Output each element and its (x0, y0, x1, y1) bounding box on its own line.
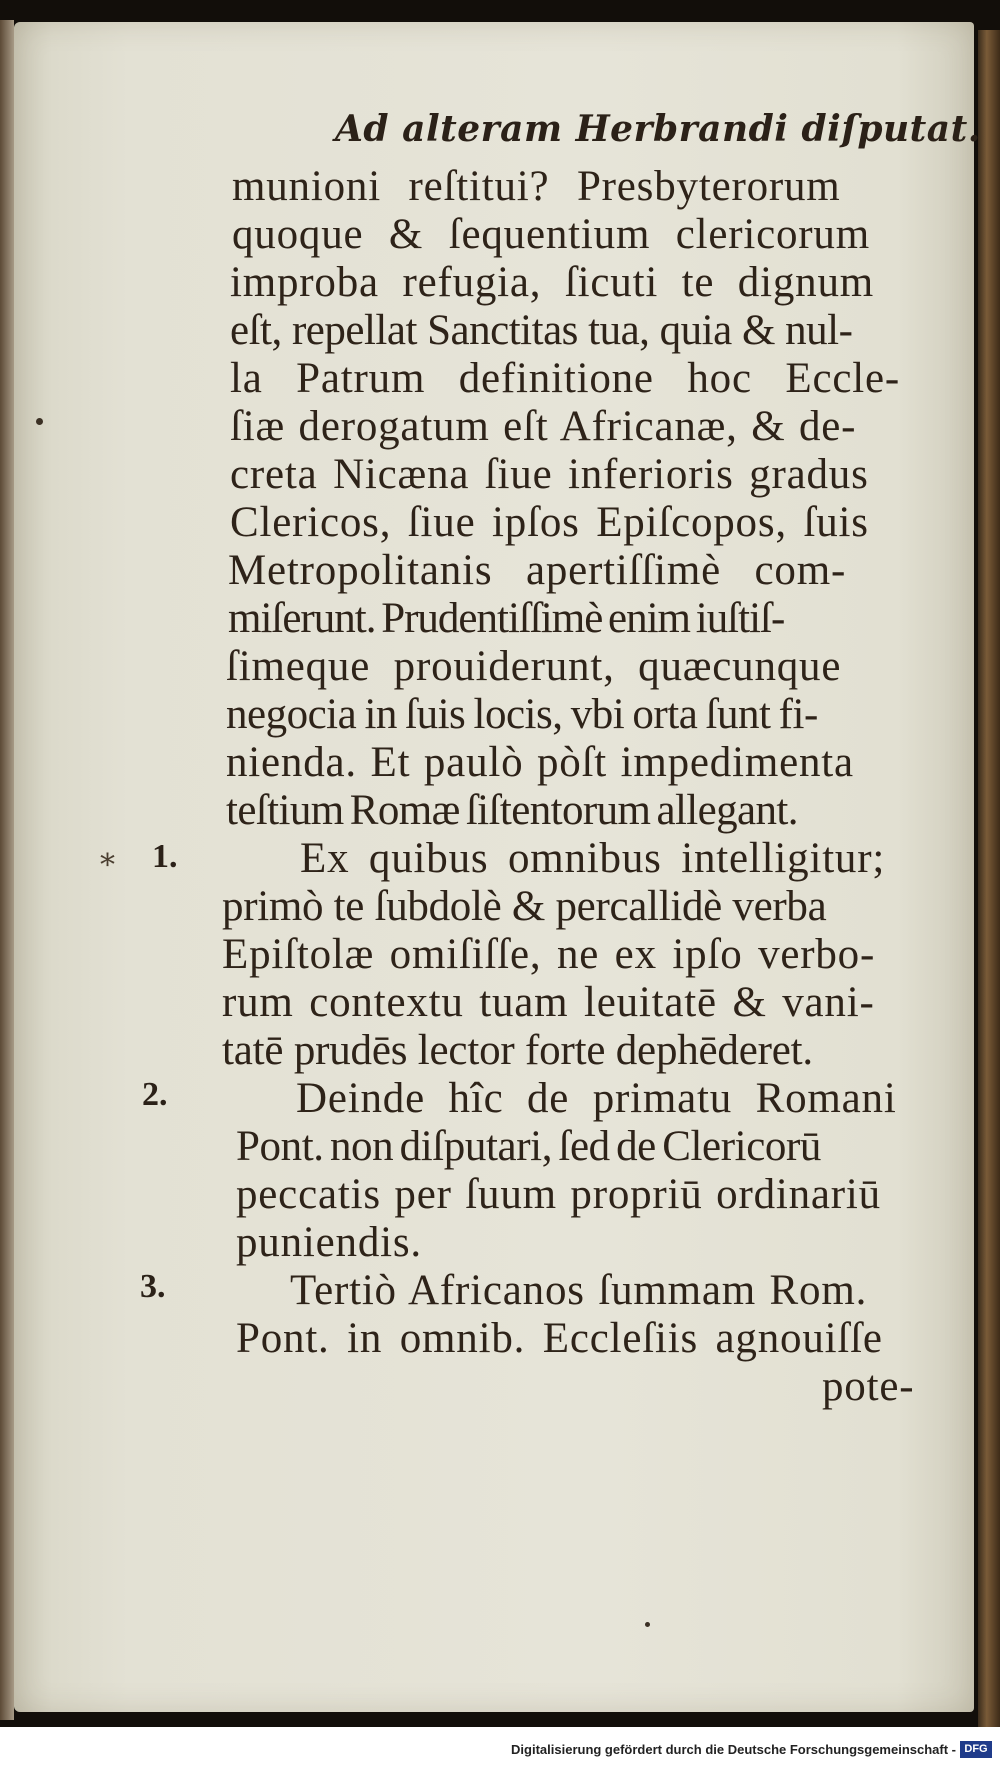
running-head: Ad alteram Herbrandi diſputat. (335, 108, 981, 150)
text-line: Ex quibus omnibus intelligitur; (300, 835, 886, 882)
text-line: Deinde hîc de primatu Romani (296, 1075, 897, 1122)
margin-number: 1. (152, 838, 178, 875)
text-line: quoque & ſequentium clericorum (232, 211, 870, 258)
text-line: improba refugia, ſicuti te dignum (230, 259, 875, 306)
text-line: peccatis per ſuum propriū ordinariū (236, 1171, 881, 1218)
text-line: teſtium Romæ ſiſtentorum allegant. (226, 787, 798, 834)
ink-speck (36, 418, 43, 425)
page-right-edge (978, 30, 1000, 1730)
text-line: negocia in ſuis locis, vbi orta ſunt fi- (226, 691, 818, 738)
text-line: Pont. non diſputari, ſed de Clericorū (236, 1123, 822, 1170)
margin-asterisk-mark: * (100, 848, 115, 883)
text-line: Clericos, ſiue ipſos Epiſcopos, ſuis (230, 499, 869, 546)
margin-number: 3. (140, 1268, 166, 1305)
text-line: ſimeque prouiderunt, quæcunque (226, 643, 842, 690)
text-line: miſerunt. Prudentiſſimè enim iuſtiſ- (228, 595, 785, 642)
text-line: puniendis. (236, 1219, 422, 1266)
footer-bar (0, 1727, 1000, 1767)
dfg-logo: DFG (960, 1741, 992, 1758)
text-line: la Patrum definitione hoc Eccle- (230, 355, 900, 402)
text-line: eſt, repellat Sanctitas tua, quia & nul- (230, 307, 853, 354)
text-line: primò te ſubdolè & percallidè verba (222, 883, 827, 930)
ink-speck (645, 1622, 650, 1627)
text-line: munioni reſtitui? Presbyterorum (232, 163, 841, 210)
text-line: ſiæ derogatum eſt Africanæ, & de- (230, 403, 857, 450)
text-line: nienda. Et paulò pòſt impedimenta (226, 739, 854, 786)
catchword: pote- (822, 1363, 915, 1410)
funding-credit: Digitalisierung gefördert durch die Deutsche Forschungsgemeinschaft - (511, 1742, 956, 1757)
text-line: tatē prudēs lector forte dephēderet. (222, 1027, 813, 1074)
text-line: Epiſtolæ omiſiſſe, ne ex ipſo verbo- (222, 931, 876, 978)
text-line: Pont. in omnib. Eccleſiis agnouiſſe (236, 1315, 883, 1362)
text-line: creta Nicæna ſiue inferioris gradus (230, 451, 869, 498)
text-line: Tertiò Africanos ſummam Rom. (290, 1267, 868, 1314)
text-line: rum contextu tuam leuitatē & vani- (222, 979, 875, 1026)
page-left-edge (0, 20, 14, 1720)
margin-number: 2. (142, 1076, 168, 1113)
text-line: Metropolitanis apertiſſimè com- (228, 547, 847, 594)
